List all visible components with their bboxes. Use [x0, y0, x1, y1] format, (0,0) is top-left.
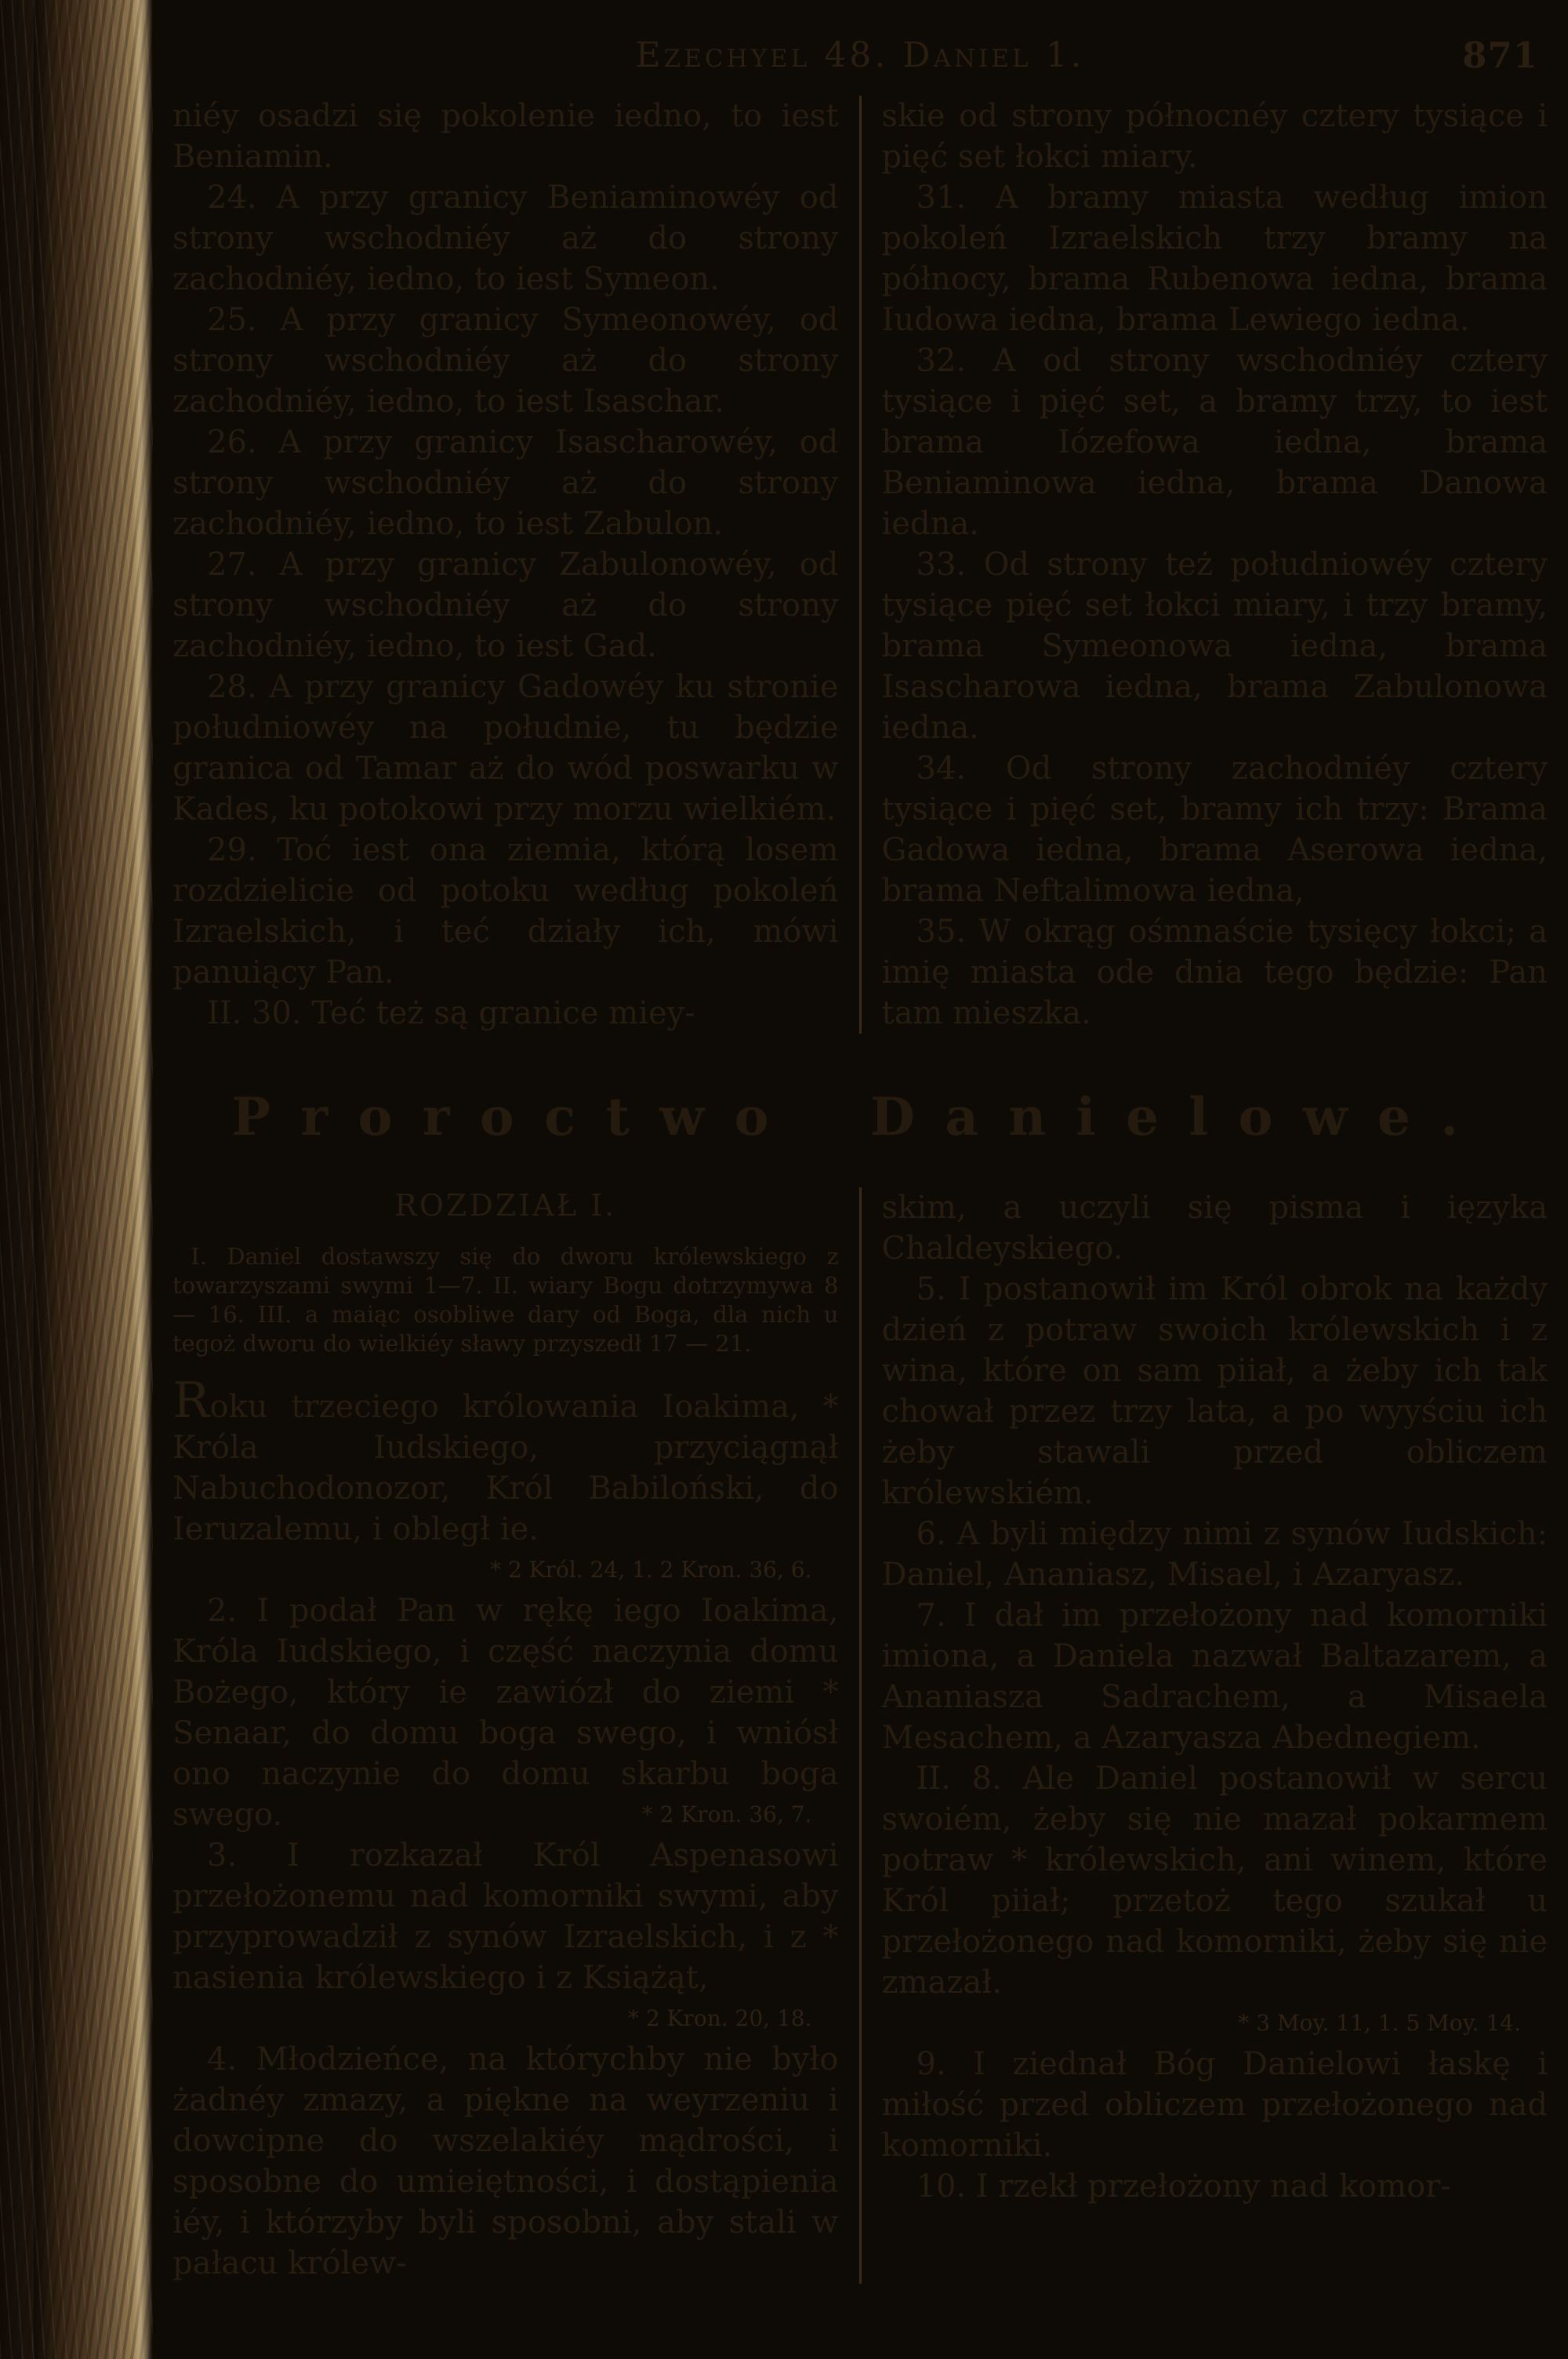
book-title-daniel: Proroctwo Danielowe.: [231, 1086, 1489, 1147]
verse-9: 9. I ziednał Bóg Danielowi łaskę i miłość przed obliczem przełożonego nad komorniki.: [881, 2046, 1548, 2164]
daniel-left-column: [172, 1187, 859, 2284]
running-head-title: Ezechyel 48. Daniel 1.: [635, 35, 1085, 75]
page-curl-highlight: [132, 0, 152, 2359]
ezekiel-right-column: [862, 96, 1548, 1034]
verse-6: 6. A byli między nimi z synów Iudskich: Daniel, Ananiasz, Misael, i Azaryasz.: [881, 1516, 1548, 1593]
verse-1-text: oku trzeciego królowania Ioakima, * Króla Iudskiego, przyciągnął Nabuchodonozor, Król Babiloński, do Ieruzalemu, i obległ ie.: [172, 1389, 839, 1547]
ezekiel-left-column: [172, 96, 859, 1034]
verse-2: 2. I podał Pan w rękę iego Ioakima, Króla Iudskiego, i część naczynia domu Bożego, który ie zawiózł do ziemi * Senaar, do domu boga swego, i wniósł ono naczynie do domu skarbu boga swego.: [172, 1593, 839, 1833]
verse-27: 27. A przy granicy Zabulonowéy, od strony wschodniéy aż do strony zachodniéy, iedno, to iest Gad.: [172, 547, 839, 664]
book-spine-edge: [0, 0, 153, 2359]
verse-5: 5. I postanowił im Król obrok na każdy dzień z potraw swoich królewskich i z wina, które on sam piiał, a żeby ich tak chował przez trzy lata, a po wyyściu ich żeby stawali przed obliczem królewskiém.: [881, 1271, 1548, 1511]
drop-cap-initial: R: [172, 1372, 210, 1429]
verse-26: 26. A przy granicy Isascharowéy, od strony wschodniéy aż do strony zachodniéy, iedno, to iest Zabulon.: [172, 424, 839, 542]
verse-3: 3. I rozkazał Król Aspenasowi przełożonemu nad komorniki swymi, aby przyprowadził z synów Izraelskich, i z * nasienia królewskiego i z Książąt,: [172, 1837, 839, 1996]
verse-32: 32. A od strony wschodniéy cztery tysiące i pięć set, a bramy trzy, to iest brama Iózefowa iedna, brama Beniaminowa iedna, brama Danowa iedna.: [881, 343, 1548, 542]
verse-10: 10. I rzekł przełożony nad komor-: [916, 2168, 1451, 2205]
daniel-right-column: [862, 1187, 1548, 2284]
verse-25: 25. A przy granicy Symeonowéy, od strony wschodniéy aż do strony zachodniéy, iedno, to iest Isaschar.: [172, 302, 839, 420]
verse-4: 4. Młodzieńce, na którychby nie było żadnéy zmazy, a piękne na weyrzeniu i dowcipne do wszelakiéy mądrości, i sposobne do umieiętności, i dostąpienia iéy, i którzyby byli sposobni, aby stali w pałacu królew-: [172, 2041, 839, 2281]
verse-30: II. 30. Teć też są granice miey-: [207, 995, 695, 1031]
verse-8: II. 8. Ale Daniel postanowił w sercu swoiém, żeby się nie mazał pokarmem potraw * królewskich, ani winem, które Król piiał; przetoż tego szukał u przełożonego nad komorniki, żeby się nie zmazał.: [881, 1761, 1548, 2001]
verse-34: 34. Od strony zachodniéy cztery tysiące i pięć set, bramy ich trzy: Brama Gadowa iedna, brama Aserowa iedna, brama Neftalimowa iedna,: [881, 751, 1548, 909]
running-head: [172, 36, 1548, 75]
verse-35: 35. W okrąg ośmnaście tysięcy łokci; a imię miasta ode dnia tego będzie: Pan tam mieszka.: [881, 914, 1548, 1031]
verse-33: 33. Od strony też południowéy cztery tysiące pięć set łokci miary, i trzy bramy, brama Symeonowa iedna, brama Isascharowa iedna, brama Zabulonowa iedna.: [881, 547, 1548, 746]
cross-reference: * 2 Król. 24, 1. 2 Kron. 36, 6.: [490, 1557, 812, 1583]
verse-7: 7. I dał im przełożony nad komorniki imiona, a Daniela nazwał Baltazarem, a Ananiasza Sadrachem, a Misaela Mesachem, a Azaryasza Abednegiem.: [881, 1598, 1548, 1756]
verse-31: 31. A bramy miasta według imion pokoleń Izraelskich trzy bramy na północy, brama Rubenowa iedna, brama Iudowa iedna, brama Lewiego iedna.: [881, 180, 1548, 338]
verse-continuation: skim, a uczyli się pisma i ięzyka Chaldeyskiego.: [881, 1190, 1548, 1267]
chapter-heading: ROZDZIAŁ I.: [394, 1188, 617, 1223]
daniel-section: [172, 1187, 1548, 2284]
verse-1: [172, 1372, 839, 1550]
cross-reference: * 2 Kron. 20, 18.: [627, 2005, 812, 2031]
cross-reference: * 3 Moy. 11, 1. 5 Moy. 14.: [1238, 2010, 1521, 2036]
ezekiel-section: [172, 96, 1548, 1034]
verse-29: 29. Toć iest ona ziemia, którą losem rozdzielicie od potoku według pokoleń Izraelskich, i teć działy ich, mówi panuiący Pan.: [172, 832, 839, 990]
verse-continuation: skie od strony północnéy cztery tysiące i pięć set łokci miary.: [881, 98, 1548, 175]
verse-28: 28. A przy granicy Gadowéy ku stronie południowéy na południe, tu będzie granica od Tamar aż do wód poswarku w Kades, ku potokowi przy morzu wielkiém.: [172, 669, 839, 827]
page-number: 871: [1462, 35, 1538, 76]
printed-page: [163, 0, 1568, 2359]
verse-24: 24. A przy granicy Beniaminowéy od strony wschodniéy aż do strony zachodniéy, iedno, to iest Symeon.: [172, 180, 839, 297]
verse-continuation: niéy osadzi się pokolenie iedno, to iest Beniamin.: [172, 98, 839, 175]
cross-reference: * 2 Kron. 36, 7.: [641, 1801, 812, 1827]
chapter-summary: I. Daniel dostawszy się do dworu królewskiego z towarzyszami swymi 1—7. II. wiary Bogu dotrzymywa 8 — 16. III. a maiąc osobliwe dary od Boga, dla nich u tegoż dworu do wielkiéy sławy przyszedł 17 — 21.: [172, 1243, 839, 1357]
